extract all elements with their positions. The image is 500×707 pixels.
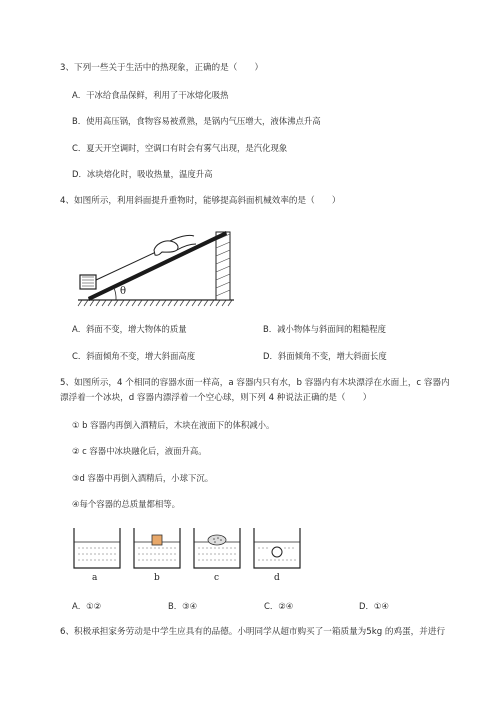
q3-stem: 3、下列一些关于生活中的热现象，正确的是（ ） [60, 63, 264, 73]
theta-label: θ [120, 286, 127, 297]
hollow-ball [272, 547, 282, 557]
container-label-b: b [154, 573, 160, 583]
q4-option-c: C．斜面倾角不变，增大斜面高度 [72, 351, 196, 361]
incline-figure [76, 222, 242, 308]
q5-statement-3: ③d 容器中再倒入酒精后，小球下沉。 [72, 473, 214, 483]
container-c [194, 528, 240, 568]
q5-statement-1: ① b 容器内再倒入酒精后，木块在液面下的体积减小。 [72, 420, 275, 430]
q5-option-a: A．①② [72, 601, 102, 611]
q3-option-a: A．干冰给食品保鲜，利用了干冰熔化吸热 [72, 90, 229, 100]
q5-stem-line2: 漂浮着一个冰块，d 容器内漂浮着一个空心球，则下列 4 种说法正确的是（ ） [60, 393, 372, 403]
container-label-c: c [214, 573, 220, 583]
wood-block [152, 535, 162, 545]
q3-option-d: D．冰块熔化时，吸收热量，温度升高 [72, 169, 213, 179]
q4-option-a: A．斜面不变，增大物体的质量 [72, 324, 187, 334]
container-label-d: d [274, 573, 280, 583]
container-a [74, 528, 120, 568]
q3-option-c: C．夏天开空调时，空调口有时会有雾气出现，是汽化现象 [72, 143, 288, 153]
q4-option-d: D．斜面倾角不变，增大斜面长度 [263, 351, 387, 361]
q4-option-b: B．减小物体与斜面间的粗糙程度 [263, 324, 386, 334]
q5-statement-2: ② c 容器中冰块融化后，液面升高。 [72, 446, 207, 456]
containers-figure [68, 522, 308, 584]
container-d [254, 528, 300, 568]
q3-option-b: B．使用高压锅，食物容易被煮熟，是锅内气压增大，液体沸点升高 [72, 116, 321, 126]
q5-option-c: C．②④ [264, 601, 294, 611]
q6-stem: 6、积极承担家务劳动是中学生应具有的品德。小明同学从超市购买了一箱质量为5kg 的鸡蛋，并进行 [60, 627, 446, 637]
q5-option-d: D．①④ [359, 601, 389, 611]
q5-option-b: B．③④ [168, 601, 198, 611]
q5-statement-4: ④每个容器的总质量都相等。 [72, 499, 181, 509]
ice-cube [208, 535, 226, 545]
container-label-a: a [92, 573, 98, 583]
q4-stem: 4、如图所示，利用斜面提升重物时，能够提高斜面机械效率的是（ ） [60, 196, 341, 206]
q5-stem-line1: 5、如图所示，4 个相同的容器水面一样高，a 容器内只有水，b 容器内有木块漂浮在水面上，c 容器内 [60, 378, 450, 388]
container-b [134, 528, 180, 568]
